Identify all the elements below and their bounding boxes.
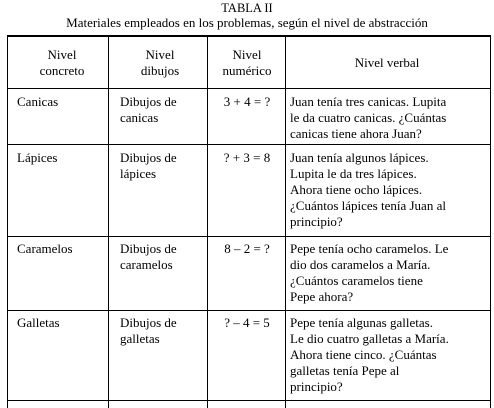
- col-divider: [207, 36, 208, 408]
- cell-dibujos: Dibujos de galletas: [120, 315, 177, 346]
- header-nivel-concreto: Nivel concreto: [39, 47, 85, 78]
- row-rule: [7, 144, 491, 145]
- header-nivel-verbal: Nivel verbal: [354, 55, 420, 70]
- cell-verbal: Juan tenía algunos lápices. Lupita le da tres lápices. Ahora tiene ocho lápices. ¿Cuántos lápices tenía Juan al principio?: [290, 150, 446, 229]
- cell-dibujos: Dibujos de lápices: [120, 150, 177, 181]
- header-rule: [7, 88, 491, 89]
- cell-numerico: ? + 3 = 8: [223, 150, 271, 165]
- cell-dibujos: Dibujos de canicas: [120, 94, 177, 125]
- cell-verbal: Juan tenía tres canicas. Lupita le da cuatro canicas. ¿Cuántas canicas tiene ahora Juan?: [290, 94, 447, 141]
- col-divider: [285, 36, 286, 408]
- table-title: Materiales empleados en los problemas, según el nivel de abstracción: [66, 15, 428, 30]
- cell-concreto: Caramelos: [17, 241, 73, 256]
- cell-dibujos: Dibujos de caramelos: [120, 241, 177, 272]
- table-bottom-rule: [7, 400, 491, 401]
- row-rule: [7, 236, 491, 237]
- cell-numerico: ? – 4 = 5: [224, 315, 270, 330]
- header-nivel-numerico: Nivel numérico: [222, 47, 272, 78]
- cell-verbal: Pepe tenía algunas galletas. Le dio cuatro galletas a María. Ahora tiene cinco. ¿Cuántas galletas tenía Pepe al principio?: [290, 315, 449, 394]
- table-number: TABLA II: [221, 1, 273, 15]
- cell-numerico: 8 – 2 = ?: [224, 241, 270, 256]
- table-top-rule: [7, 35, 491, 37]
- cell-concreto: Lápices: [17, 150, 58, 165]
- col-divider: [490, 36, 491, 408]
- col-divider: [108, 36, 109, 408]
- col-divider: [7, 36, 8, 408]
- cell-verbal: Pepe tenía ocho caramelos. Le dio dos caramelos a María. ¿Cuántos caramelos tiene Pepe ahora?: [290, 241, 449, 304]
- row-rule: [7, 310, 491, 311]
- cell-concreto: Galletas: [17, 315, 60, 330]
- cell-numerico: 3 + 4 = ?: [223, 94, 271, 109]
- header-nivel-dibujos: Nivel dibujos: [140, 47, 180, 78]
- cell-concreto: Canicas: [17, 94, 59, 109]
